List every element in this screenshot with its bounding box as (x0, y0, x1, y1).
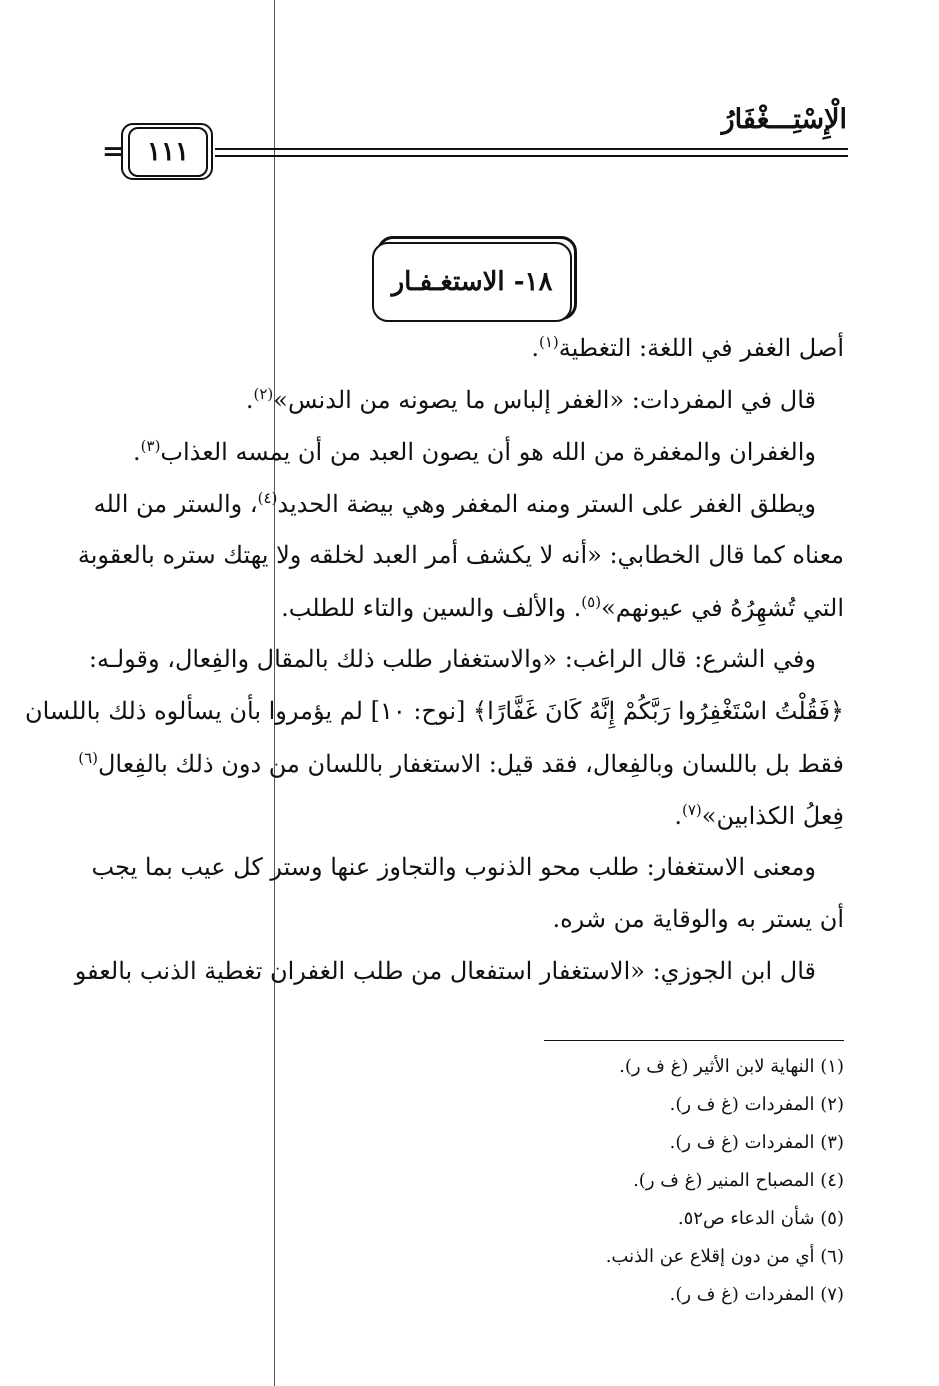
body-line: ويطلق الغفر على الستر ومنه المغفر وهي بيضة الحديد$^{(٤)}$، والستر من الله (93, 489, 816, 518)
body-line: والغفران والمغفرة من الله هو أن يصون العبد من أن يمسه العذاب$^{(٣)}$. (133, 437, 816, 466)
running-title: الْإِسْتِـــغْفَارُ (721, 104, 847, 135)
body-line: معناه كما قال الخطابي: «أنه لا يكشف أمر العبد لخلقه ولا يهتك ستره بالعقوبة (77, 541, 844, 569)
footnote: (٤) المصباح المنير (غ ف ر). (633, 1170, 844, 1191)
section-title: ١٨- الاستغـفـار (372, 242, 572, 322)
page-number: ١١١ (128, 127, 208, 177)
body-line: فِعلُ الكذابين»$^{(٧)}$. (674, 801, 844, 830)
body-line: قال ابن الجوزي: «الاستغفار استفعال من طلب الغفران تغطية الذنب بالعفو (74, 957, 816, 985)
body-line: وفي الشرع: قال الراغب: «والاستغفار طلب ذلك بالمقال والفِعال، وقولـه: (88, 645, 816, 673)
body-line: التي تُشهِرُهُ في عيونهم»$^{(٥)}$. والألف والسين والتاء للطلب. (281, 593, 844, 622)
footnote-rule (544, 1040, 844, 1041)
footnote: (١) النهاية لابن الأثير (غ ف ر). (619, 1056, 844, 1077)
header-rule-bottom (215, 155, 848, 157)
body-line: قال في المفردات: «الغفر إلباس ما يصونه من الدنس»$^{(٢)}$. (245, 385, 816, 414)
footnote: (٦) أي من دون إقلاع عن الذنب. (605, 1246, 844, 1267)
body-line: أصل الغفر في اللغة: التغطية$^{(١)}$. (531, 333, 844, 362)
footnote: (٢) المفردات (غ ف ر). (669, 1094, 844, 1115)
footnote: (٣) المفردات (غ ف ر). (669, 1132, 844, 1153)
header-equals-mark: = (102, 137, 124, 167)
header-rule-top (215, 148, 848, 150)
body-line: ومعنى الاستغفار: طلب محو الذنوب والتجاوز عنها وستر كل عيب بما يجب (91, 853, 816, 881)
quran-verse-line: ﴿فَقُلْتُ اسْتَغْفِرُوا رَبَّكُمْ إِنَّهُ كَانَ غَفَّارًا﴾ [نوح: ١٠] لم يؤمروا بأن يسألوه ذلك باللسان (24, 697, 844, 725)
body-line: أن يستر به والوقاية من شره. (552, 905, 844, 933)
body-line: فقط بل باللسان وبالفِعال، فقد قيل: الاستغفار باللسان من دون ذلك بالفِعال$^{(٦)}$ (78, 749, 844, 778)
footnote: (٥) شأن الدعاء ص٥٢. (677, 1208, 844, 1229)
footnote: (٧) المفردات (غ ف ر). (669, 1284, 844, 1305)
scan-fold-line (274, 0, 275, 1386)
